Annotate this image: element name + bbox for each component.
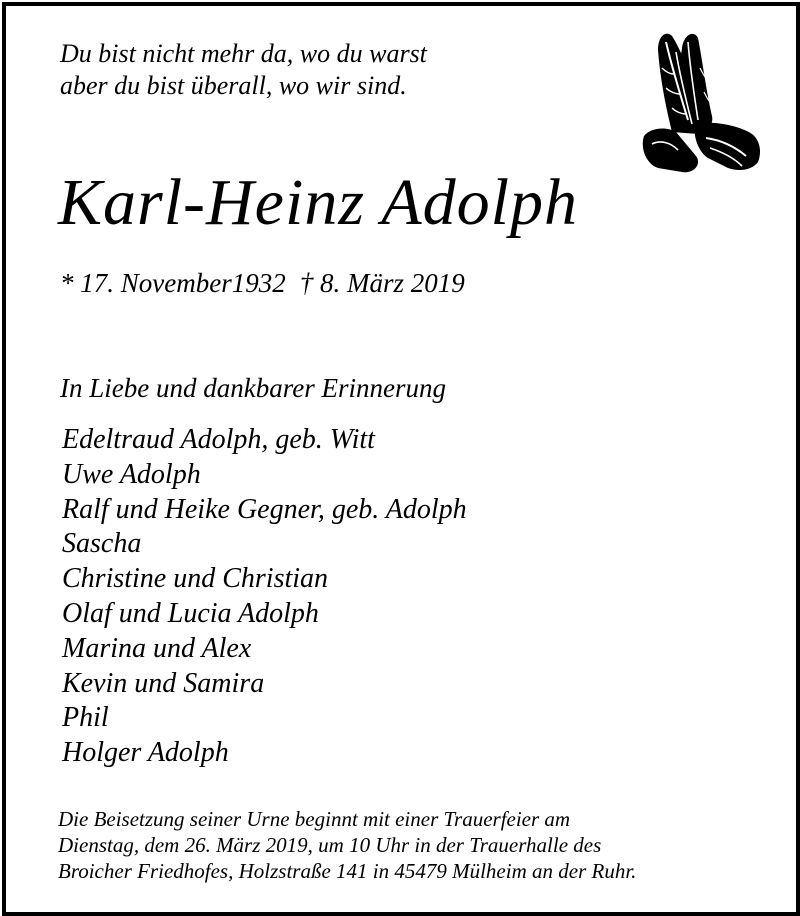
notice-line: Die Beisetzung seiner Urne beginnt mit einer Trauerfeier am	[58, 807, 571, 831]
praying-hands-icon	[636, 28, 766, 174]
deceased-name: Karl-Heinz Adolph	[58, 166, 578, 239]
notice-line: Dienstag, dem 26. März 2019, um 10 Uhr in der Trauerhalle des	[58, 833, 602, 857]
mourner-name: Christine und Christian	[62, 563, 329, 595]
mourner-name: Uwe Adolph	[62, 458, 201, 490]
notice-line: Broicher Friedhofes, Holzstraße 141 in 45479 Mülheim an der Ruhr.	[58, 859, 637, 883]
mourner-name: Edeltraud Adolph, geb. Witt	[62, 424, 375, 455]
mourners-list	[62, 423, 467, 771]
mourner-name: Olaf und Lucia Adolph	[62, 597, 319, 629]
life-dates	[60, 266, 465, 300]
mourner-name: Phil	[62, 702, 109, 734]
mourner-name: Marina und Alex	[62, 632, 252, 664]
memory-line: In Liebe und dankbarer Erinnerung	[60, 373, 446, 403]
motto-line: aber du bist überall, wo wir sind.	[60, 71, 407, 100]
death-date: † 8. März 2019	[299, 268, 465, 298]
mourner-name: Holger Adolph	[62, 737, 229, 769]
mourner-name: Sascha	[62, 528, 142, 560]
mourner-name: Kevin und Samira	[62, 667, 265, 699]
motto-quote	[60, 38, 427, 102]
motto-line: Du bist nicht mehr da, wo du warst	[60, 39, 427, 68]
funeral-notice	[58, 806, 636, 884]
birth-date: * 17. November1932	[60, 268, 286, 298]
mourner-name: Ralf und Heike Gegner, geb. Adolph	[62, 493, 467, 525]
